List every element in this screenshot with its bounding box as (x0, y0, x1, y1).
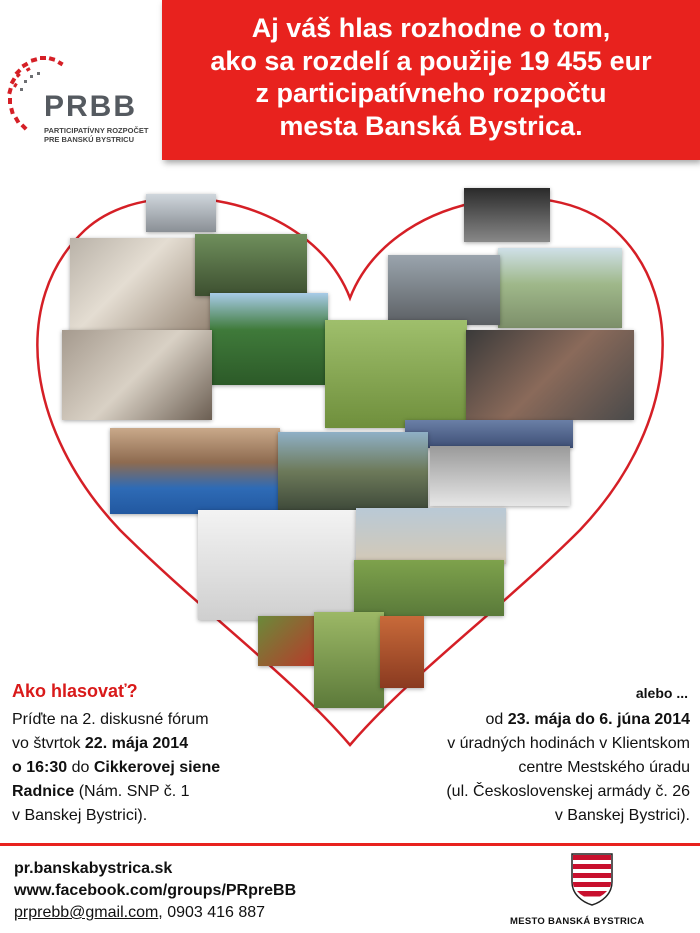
photo-playground (195, 234, 307, 296)
city-name: MESTO BANSKÁ BYSTRICA (510, 916, 645, 927)
contact-info (14, 858, 296, 924)
forum-line-4 (12, 780, 292, 804)
forum-to: do (67, 759, 94, 776)
office-info (350, 708, 690, 828)
photo-sports-court (110, 428, 280, 514)
office-line-4: (ul. Československej armády č. 26 (446, 783, 690, 800)
coat-of-arms-icon (570, 852, 614, 906)
photo-painting-lady (62, 330, 212, 420)
photo-crowd (466, 330, 634, 420)
logo-subtitle-line2: PRE BANSKÚ BYSTRICU (44, 135, 135, 144)
photo-park (325, 320, 467, 428)
forum-line-1: Príďte na 2. diskusné fórum (12, 711, 209, 728)
how-to-vote-title: Ako hlasovať? (12, 681, 138, 701)
forum-day: vo štvrtok (12, 735, 85, 752)
logo-subtitle-line1: PARTICIPATÍVNY ROZPOČET (44, 126, 149, 135)
logo-subtitle (44, 126, 148, 144)
office-dates: 23. mája do 6. júna 2014 (507, 711, 690, 728)
alternative-label: alebo ... (635, 685, 688, 701)
forum-line-5: v Banskej Bystrici). (12, 807, 148, 824)
forum-info (12, 708, 292, 828)
headline-banner (162, 0, 700, 160)
forum-date: 22. mája 2014 (84, 735, 189, 752)
footer-divider (0, 843, 700, 846)
forum-line-3 (12, 756, 292, 780)
headline-line-4: mesta Banská Bystrica. (279, 110, 583, 141)
photo-tram (146, 194, 216, 232)
prbb-logo (4, 54, 159, 154)
photo-people-outdoor (314, 612, 384, 708)
photo-hockey (430, 446, 570, 506)
headline-line-3: z participatívneho rozpočtu (255, 78, 607, 108)
photo-old-building (464, 188, 550, 242)
email-phone-line (14, 902, 296, 924)
photo-firewood (380, 616, 424, 688)
office-from: od (485, 711, 508, 728)
office-line-5: v Banskej Bystrici). (554, 807, 690, 824)
email-link[interactable]: prprebb@gmail.com (14, 904, 159, 921)
office-line-2: v úradných hodinách v Klientskom (447, 735, 690, 752)
photo-group-outdoor (278, 432, 428, 510)
forum-venue-building: Radnice (12, 783, 75, 800)
photo-cyclists (498, 248, 622, 328)
photo-puppet (198, 510, 358, 620)
headline-line-2: ako sa rozdelí a použije 19 455 eur (210, 45, 652, 76)
photo-buildings (356, 508, 506, 564)
office-line-3: centre Mestského úradu (518, 759, 690, 776)
forum-venue: Cikkerovej siene (93, 759, 221, 776)
logo-abbreviation: PRBB (44, 90, 138, 123)
forum-line-2 (12, 732, 292, 756)
photo-stadium (405, 420, 573, 448)
facebook-link[interactable]: www.facebook.com/groups/PRpreBB (14, 882, 297, 899)
office-line-1 (350, 708, 690, 732)
photo-garden-work (354, 560, 504, 616)
phone-number: , 0903 416 887 (158, 904, 266, 921)
photo-meeting-outdoor (388, 255, 500, 325)
forum-time: o 16:30 (12, 759, 68, 776)
forum-address: (Nám. SNP č. 1 (74, 783, 190, 800)
photo-fruit (258, 616, 316, 666)
website-link[interactable]: pr.banskabystrica.sk (14, 860, 173, 877)
photo-forest (210, 293, 328, 385)
headline-line-1: Aj váš hlas rozhodne o tom, (251, 13, 611, 43)
